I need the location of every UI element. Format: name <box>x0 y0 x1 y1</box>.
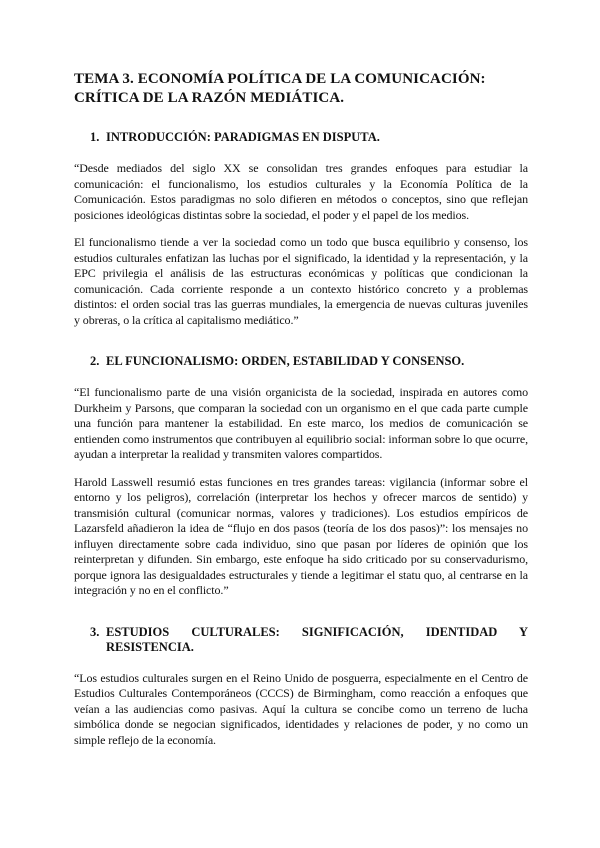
paragraph: “El funcionalismo parte de una visión organicista de la sociedad, inspirada en autores como Durkheim y Parsons, que comparan la sociedad con un organismo en el que cada parte cumple una función para mantener la estabilidad. En este marco, los medios de comunicación se entienden como instrumentos que contribuyen al equilibrio social: informan sobre lo que ocurre, ayudan a interpretar la realidad y transmiten valores compartidos. <box>74 385 528 461</box>
section-number: 1. <box>90 130 100 144</box>
section-heading-1 <box>74 130 528 145</box>
section-title: ESTUDIOS CULTURALES: SIGNIFICACIÓN, IDENTIDAD Y RESISTENCIA. <box>106 624 528 654</box>
document-page <box>74 70 528 748</box>
section-heading-3 <box>74 625 528 655</box>
paragraph: “Desde mediados del siglo XX se consolidan tres grandes enfoques para estudiar la comunicación: el funcionalismo, los estudios culturales y la Economía Política de la Comunicación. Estos paradigmas no solo difieren en métodos o conceptos, sino que reflejan posiciones ideológicas distintas sobre la sociedad, el poder y el papel de los medios. <box>74 161 528 222</box>
paragraph: Harold Lasswell resumió estas funciones en tres grandes tareas: vigilancia (informar sobre el entorno y los peligros), correlación (interpretar los hechos y ofrecer marcos de sentido) y transmisión cultural (comunicar normas, valores y tradiciones). Los estudios empíricos de Lazarsfeld añadieron la idea de “flujo en dos pasos (teoría de los dos pasos)”: los mensajes no influyen directamente sobre cada individuo, sino que pasan por líderes de opinión que los reinterpretan y difunden. Sin embargo, este enfoque ha sido criticado por su conservadurismo, porque ignora las desigualdades estructurales y tiende a legitimar el statu quo, al centrarse en la integración y no en el conflicto.” <box>74 474 528 597</box>
section-number: 3. <box>90 624 100 639</box>
section-title: INTRODUCCIÓN: PARADIGMAS EN DISPUTA. <box>106 130 380 144</box>
section-number: 2. <box>90 354 100 368</box>
paragraph: El funcionalismo tiende a ver la sociedad como un todo que busca equilibrio y consenso, los estudios culturales enfatizan las luchas por el significado, la identidad y la representación, y la EPC privilegia el análisis de las estructuras económicas y políticas que condicionan la comunicación. Cada corriente responde a un contexto histórico concreto y a problemas distintos: el orden social tras las guerras mundiales, la emergencia de nuevas culturas juveniles y obreras, o la crítica al capitalismo mediático.” <box>74 235 528 327</box>
section-title: EL FUNCIONALISMO: ORDEN, ESTABILIDAD Y CONSENSO. <box>106 354 465 368</box>
document-title: TEMA 3. ECONOMÍA POLÍTICA DE LA COMUNICACIÓN: CRÍTICA DE LA RAZÓN MEDIÁTICA. <box>74 71 486 106</box>
paragraph: “Los estudios culturales surgen en el Reino Unido de posguerra, especialmente en el Centro de Estudios Culturales Contemporáneos (CCCS) de Birmingham, como reacción a enfoques que veían a las audiencias como pasivas. Aquí la cultura se concibe como un terreno de lucha simbólica donde se negocian significados, identidades y relaciones de poder, y no como un simple reflejo de la economía. <box>74 670 528 747</box>
section-heading-2 <box>74 354 528 369</box>
